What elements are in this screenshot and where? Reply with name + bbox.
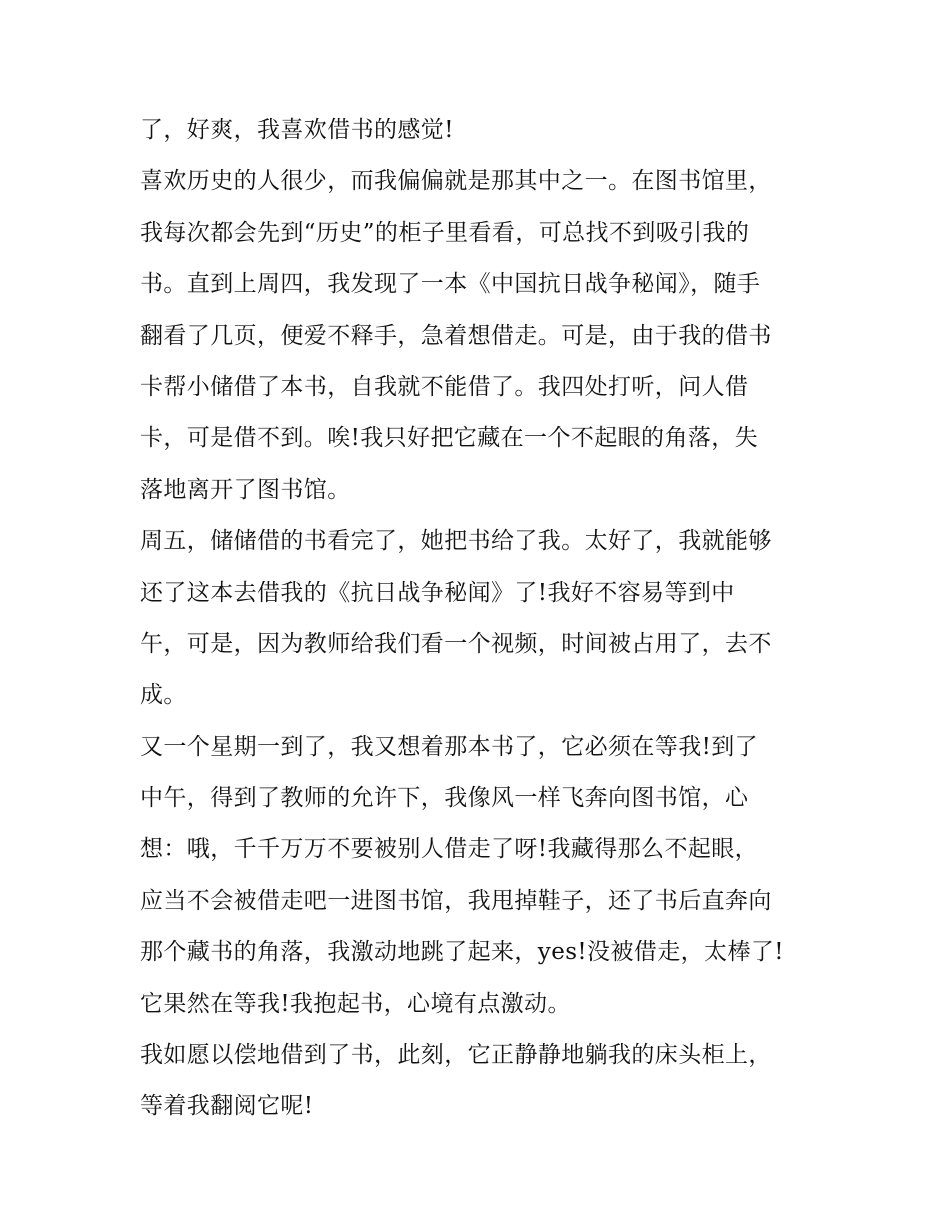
text-line: 书。直到上周四，我发现了一本《中国抗日战争秘闻》，随手 — [140, 271, 761, 298]
text-line: 我每次都会先到“历史”的柜子里看看，可总找不到吸引我的 — [140, 219, 750, 246]
text-line: 喜欢历史的人很少，而我偏偏就是那其中之一。在图书馆里， — [140, 168, 772, 195]
text-line: 那个藏书的角落，我激动地跳了起来，yes!没被借走，太棒了! — [140, 939, 784, 966]
body-text — [140, 110, 830, 1138]
text-line: 还了这本去借我的《抗日战争秘闻》了!我好不容易等到中 — [140, 579, 735, 606]
text-line: 落地离开了图书馆。 — [140, 476, 351, 503]
text-line: 午，可是，因为教师给我们看一个视频，时间被占用了，去不 — [140, 630, 772, 657]
text-line: 卡，可是借不到。唉!我只好把它藏在一个不起眼的角落，失 — [140, 425, 759, 452]
text-line: 成。 — [140, 682, 187, 709]
text-line: 等着我翻阅它呢! — [140, 1093, 314, 1120]
text-line: 了，好爽，我喜欢借书的感觉! — [140, 117, 454, 143]
text-line: 想：哦，千千万万不要被别人借走了呀!我藏得那么不起眼， — [140, 836, 759, 863]
text-line: 又一个星期一到了，我又想着那本书了，它必须在等我!到了 — [140, 733, 759, 760]
text-line: 翻看了几页，便爱不释手，急着想借走。可是，由于我的借书 — [140, 322, 772, 349]
text-line: 应当不会被借走吧一进图书馆，我甩掉鞋子，还了书后直奔向 — [140, 887, 772, 914]
text-line: 卡帮小储借了本书，自我就不能借了。我四处打听，问人借 — [140, 373, 749, 400]
text-line: 我如愿以偿地借到了书，此刻，它正静静地躺我的床头柜上， — [140, 1042, 772, 1069]
text-line: 中午，得到了教师的允许下，我像风一样飞奔向图书馆，心 — [140, 785, 749, 812]
text-line: 它果然在等我!我抱起书，心境有点激动。 — [140, 990, 571, 1017]
text-line: 周五，储储借的书看完了，她把书给了我。太好了，我就能够 — [140, 528, 772, 555]
